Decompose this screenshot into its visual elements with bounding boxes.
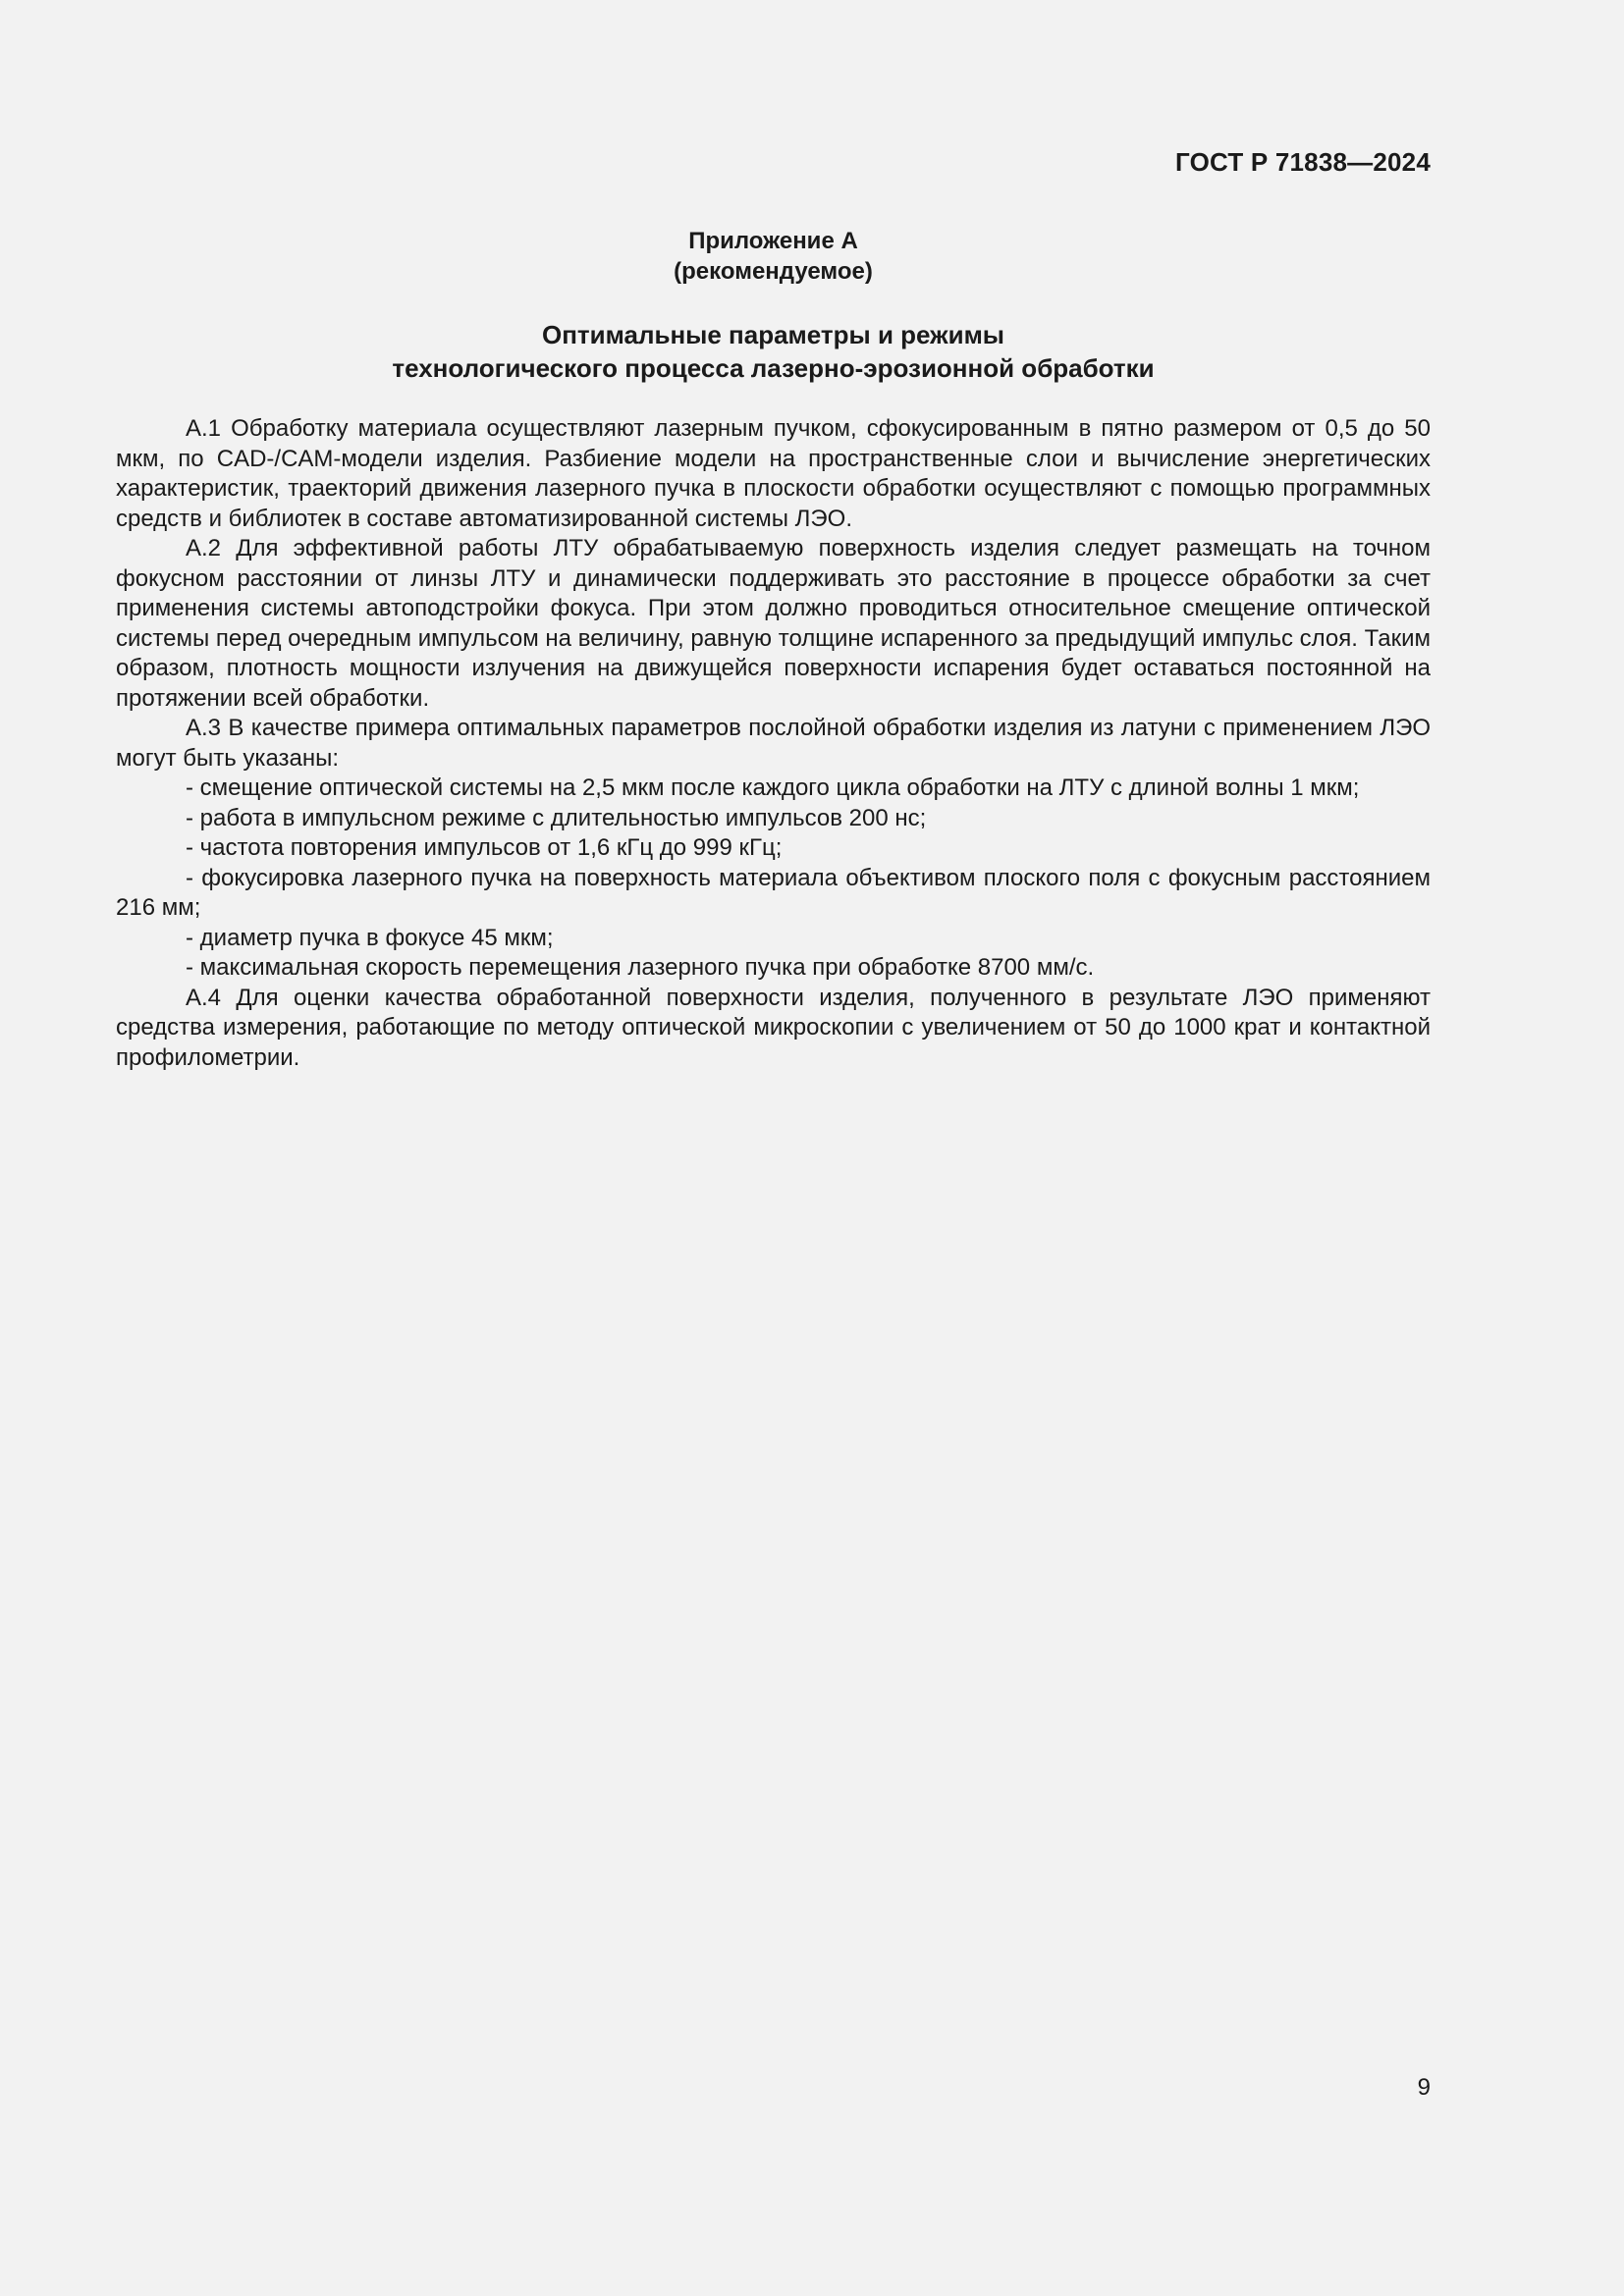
appendix-heading [116,226,1431,287]
list-item: - максимальная скорость перемещения лазерного пучка при обработке 8700 мм/с. [186,954,1095,981]
paragraph-a3: А.3 В качестве примера оптимальных параметров послойной обработки изделия из латуни с применением ЛЭО могут быть указаны: [116,715,1431,772]
paragraph-a4: А.4 Для оценки качества обработанной поверхности изделия, полученного в результате ЛЭО применяют средства измерения, работающие по методу оптической микроскопии с увеличением от 50 до 1000 крат и контактной профилометрии. [116,984,1431,1071]
document-code: ГОСТ Р 71838—2024 [1175,147,1431,177]
list-item: - работа в импульсном режиме с длительностью импульсов 200 нс; [186,804,927,831]
appendix-status: (рекомендуемое) [674,258,873,285]
list-item: - фокусировка лазерного пучка на поверхность материала объективом плоского поля с фокусным расстоянием 216 мм; [116,864,1431,921]
appendix-label: Приложение А [688,228,858,254]
document-body [116,414,1431,1073]
list-item: - диаметр пучка в фокусе 45 мкм; [186,924,554,951]
section-title [116,318,1431,385]
section-title-line-1: Оптимальные параметры и режимы [541,320,1005,349]
section-title-line-2: технологического процесса лазерно-эрозионной обработки [392,353,1155,383]
paragraph-a1: А.1 Обработку материала осуществляют лазерным пучком, сфокусированным в пятно размером от 0,5 до 50 мкм, по CAD-/CAM-модели изделия. Разбиение модели на пространственные слои и вычисление энергетических характеристик, траекторий движения лазерного пучка в плоскости обработки осуществляют с помощью программных средств и библиотек в составе автоматизированной системы ЛЭО. [116,415,1431,532]
paragraph-a2: А.2 Для эффективной работы ЛТУ обрабатываемую поверхность изделия следует размещать на точном фокусном расстоянии от линзы ЛТУ и динамически поддерживать это расстояние в процессе обработки за счет применения системы автоподстройки фокуса. При этом должно проводиться относительное смещение оптической системы перед очередным импульсом на величину, равную толщине испаренного за предыдущий импульс слоя. Таким образом, плотность мощности излучения на движущейся поверхности испарения будет оставаться постоянной на протяжении всей обработки. [116,535,1431,712]
page-number: 9 [1417,2074,1431,2101]
list-item: - смещение оптической системы на 2,5 мкм после каждого цикла обработки на ЛТУ с длиной волны 1 мкм; [186,774,1360,801]
list-item: - частота повторения импульсов от 1,6 кГц до 999 кГц; [186,834,783,861]
